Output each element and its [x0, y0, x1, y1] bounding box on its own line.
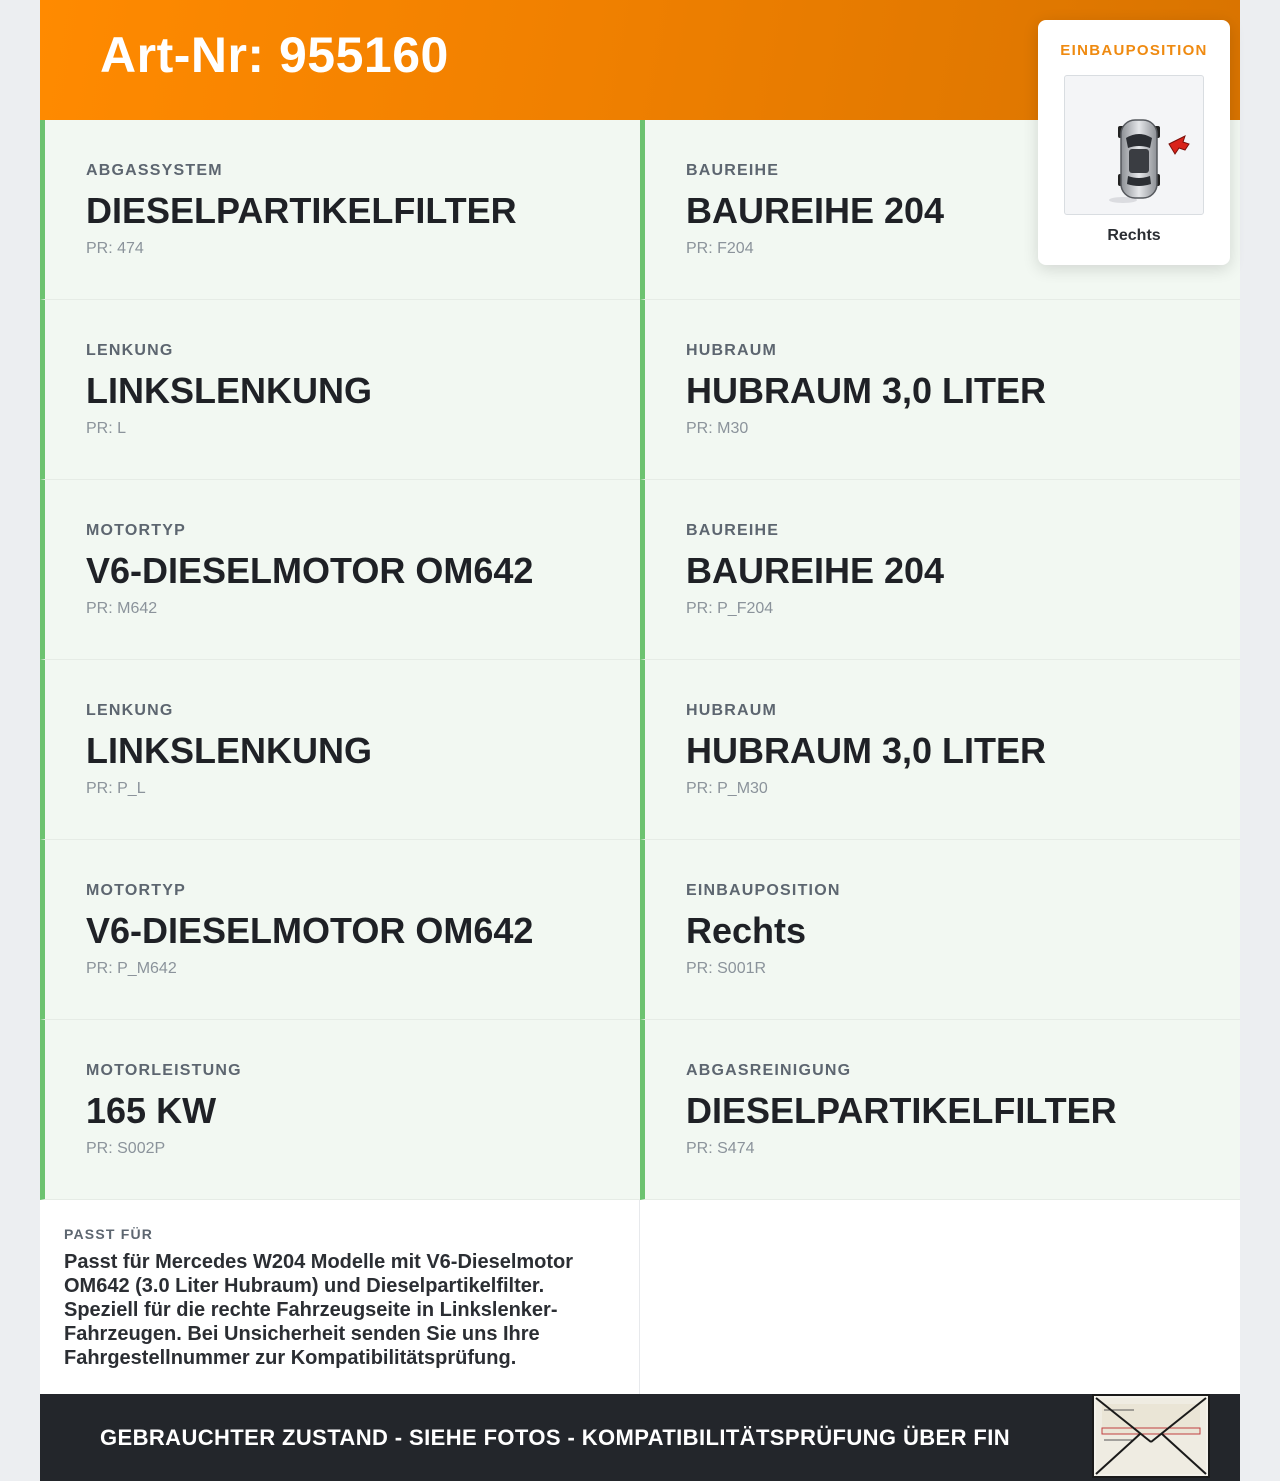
- spec-value: V6-DIESELMOTOR OM642: [86, 910, 534, 951]
- spec-card: [40, 840, 640, 1020]
- spec-card: [40, 480, 640, 660]
- spec-value: 165 KW: [86, 1090, 217, 1131]
- footer-bar: [40, 1394, 1240, 1481]
- spec-card: [640, 840, 1240, 1020]
- spec-card: [40, 1020, 640, 1200]
- spec-value: BAUREIHE 204: [686, 190, 945, 231]
- spec-label: MOTORTYP: [86, 882, 186, 899]
- spec-code: PR: F204: [686, 240, 754, 257]
- spec-card: [40, 660, 640, 840]
- spec-code: PR: P_L: [86, 780, 146, 797]
- spec-code: PR: S002P: [86, 1140, 166, 1157]
- spec-card: [640, 300, 1240, 480]
- spec-code: PR: P_M642: [86, 960, 177, 977]
- spec-label: ABGASSYSTEM: [86, 162, 223, 179]
- spec-value: Rechts: [686, 910, 807, 951]
- spec-card: [40, 120, 640, 300]
- fits-description: Passt für Mercedes W204 Modelle mit V6-Dieselmotor OM642 (3.0 Liter Hubraum) und Dieselpartikelfilter. Speziell für die rechte Fahrzeugseite in Linkslenker-Fahrzeugen. Bei Unsicherheit senden Sie uns Ihre Fahrgestellnummer zur Kompatibilitätsprüfung.: [64, 1251, 574, 1369]
- spec-label: BAUREIHE: [686, 522, 780, 539]
- spec-code: PR: L: [86, 420, 127, 437]
- spec-label: ABGASREINIGUNG: [686, 1062, 852, 1079]
- spec-code: PR: M30: [686, 420, 749, 437]
- spec-value: DIESELPARTIKELFILTER: [86, 190, 517, 231]
- fits-section: [40, 1200, 640, 1394]
- spec-value: V6-DIESELMOTOR OM642: [86, 550, 534, 591]
- spec-label: MOTORLEISTUNG: [86, 1062, 242, 1079]
- footer-notice: GEBRAUCHTER ZUSTAND - SIEHE FOTOS - KOMPATIBILITÄTSPRÜFUNG ÜBER FIN: [100, 1425, 1011, 1450]
- spec-code: PR: P_M30: [686, 780, 768, 797]
- spec-label: LENKUNG: [86, 342, 174, 359]
- spec-label: LENKUNG: [86, 702, 174, 719]
- spec-grid: [40, 120, 1240, 1200]
- spec-code: PR: M642: [86, 600, 158, 617]
- spec-card: [640, 1020, 1240, 1200]
- spec-code: PR: S474: [686, 1140, 755, 1157]
- spec-value: HUBRAUM 3,0 LITER: [686, 730, 1047, 771]
- spec-card: [640, 660, 1240, 840]
- spec-code: PR: P_F204: [686, 600, 774, 617]
- spec-code: PR: 474: [86, 240, 144, 257]
- spec-value: LINKSLENKUNG: [86, 370, 372, 411]
- spec-label: HUBRAUM: [686, 702, 778, 719]
- article-number-title: Art-Nr: 955160: [100, 27, 449, 83]
- installation-position-value: Rechts: [1107, 227, 1161, 244]
- spec-label: EINBAUPOSITION: [686, 882, 841, 899]
- spec-value: BAUREIHE 204: [686, 550, 945, 591]
- envelope-icon: [1092, 1394, 1210, 1478]
- car-top-view-icon: [1064, 75, 1204, 215]
- spec-label: MOTORTYP: [86, 522, 186, 539]
- spec-value: HUBRAUM 3,0 LITER: [686, 370, 1047, 411]
- spec-card: [40, 300, 640, 480]
- fits-label: PASST FÜR: [64, 1226, 154, 1242]
- spec-code: PR: S001R: [686, 960, 767, 977]
- spec-value: LINKSLENKUNG: [86, 730, 372, 771]
- spec-value: DIESELPARTIKELFILTER: [686, 1090, 1117, 1131]
- installation-position-card: [1038, 20, 1230, 265]
- spec-label: HUBRAUM: [686, 342, 778, 359]
- installation-position-label: EINBAUPOSITION: [1060, 42, 1208, 59]
- spec-card: [640, 480, 1240, 660]
- spec-label: BAUREIHE: [686, 162, 780, 179]
